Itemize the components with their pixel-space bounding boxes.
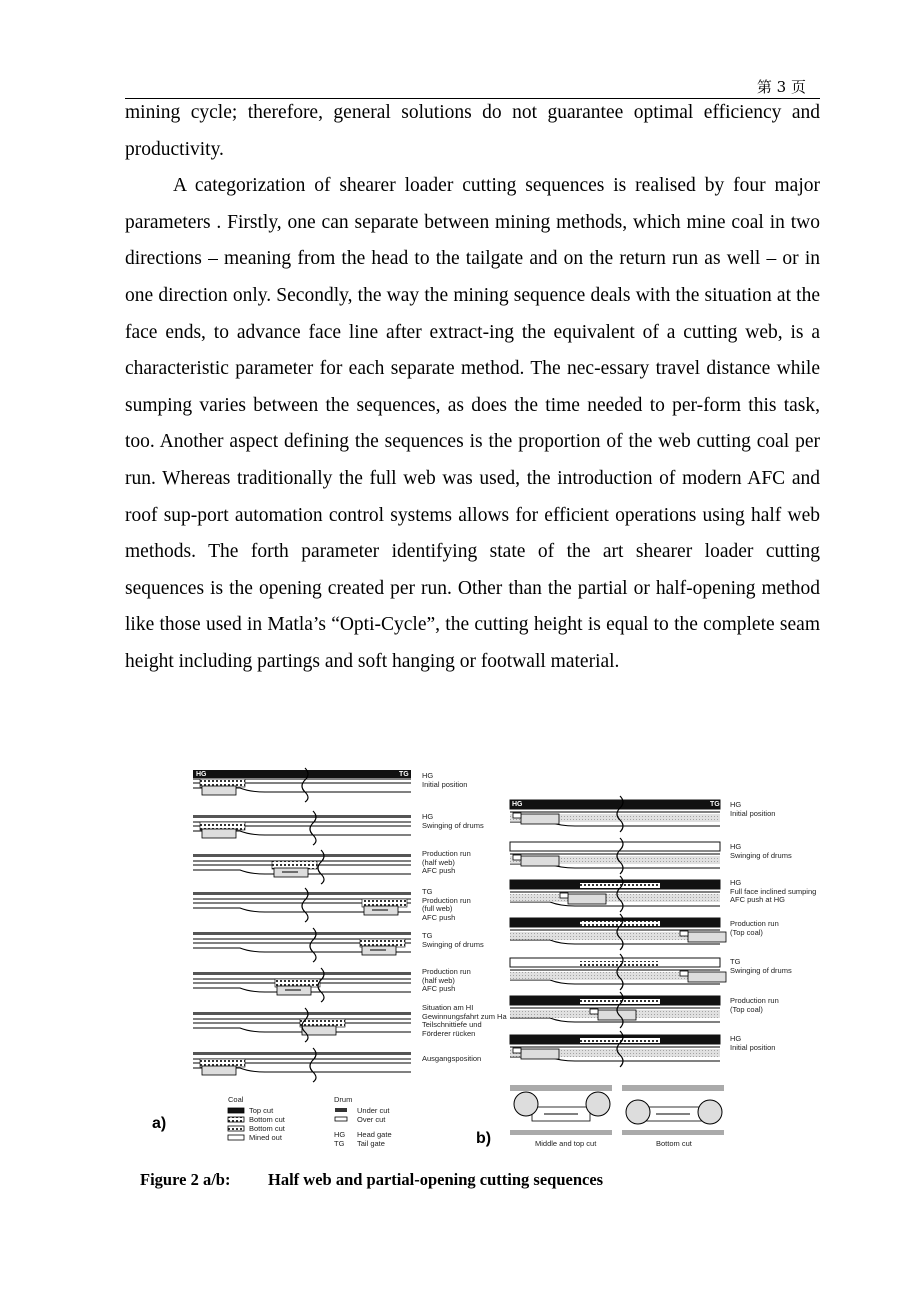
panel-b-stage-label (730, 879, 816, 905)
stage-label-line: HG (422, 771, 434, 780)
stage-label-line: Swinging of drums (422, 820, 484, 830)
panel-a-tag: a) (152, 1115, 167, 1132)
stage-label-line: HG (730, 800, 742, 809)
coal-top (193, 770, 411, 778)
drum (513, 1048, 521, 1053)
paragraph: mining cycle; therefore, general solutions do not guarantee optimal efficiency and productivity. (125, 102, 820, 160)
stage-label-line: Full face inclined sumping (730, 886, 817, 896)
floor-band (622, 1130, 724, 1135)
coal-top (193, 815, 411, 818)
stage-drawing (193, 850, 411, 884)
legend-abbr-value: Tail gate (357, 1139, 385, 1148)
panel-a-legend (228, 1108, 347, 1140)
stage-label-line: HG (730, 878, 742, 887)
coal-top (510, 842, 720, 851)
stage-label-line: Production run (422, 967, 471, 976)
paragraph: A categorization of shearer loader cutting sequences is realised by four major parameters . Firstly, one can separate between mining methods, which mine coal in two directions – meaning from the head to the tailgate and on the return run as well – or in one direction only. Secondly, the way the mining sequence deals with the situation at the face ends, to advance face line after extract-ing the equivalent of a cutting web, is a characteristic parameter for each separate method. The nec-essary travel distance while sumping varies between the sequences, as does the time needed to per-form this task, too. Another aspect defining the sequences is the proportion of the web cutting coal per run. Whereas traditionally the full web was used, the introduction of modern AFC and roof sup-port automation control systems allows for efficient operations using half web methods. The forth parameter identifying state of the art shearer loader cutting sequences is the opening created per run. Other than the partial or half-opening method like those used in Matla’s “Opti-Cycle”, the cutting height is equal to the complete seam height including partings and soft hanging or footwall material. (125, 175, 820, 672)
shearer-body (202, 829, 236, 838)
stage-label-line: AFC push at HG (730, 895, 786, 904)
stage-label-line: AFC push (422, 866, 456, 875)
panel-a-stage-label (422, 813, 484, 830)
stage-label-line: (Top coal) (730, 1004, 763, 1014)
stage-label-line: HG (422, 812, 434, 821)
drum-diagram (622, 1085, 724, 1135)
panel-b-tag: b) (476, 1130, 492, 1147)
stage-drawing (193, 811, 411, 845)
shearer-body (568, 894, 606, 904)
drum (513, 855, 521, 860)
legend-swatch (335, 1117, 347, 1121)
coal-top (193, 972, 411, 975)
stage-label-line: HG (730, 842, 742, 851)
panel-a-stages (193, 768, 411, 1082)
stage-label-line: AFC push (422, 984, 456, 993)
coal-top (193, 892, 411, 895)
stage-label-line: Gewinnungsfahrt zum Ha (422, 1011, 507, 1021)
stage-label-line: Swinging of drums (730, 850, 792, 860)
panel-a-tail-tag: TG (399, 771, 409, 778)
panel-b-stage-label (730, 920, 779, 937)
drum (680, 971, 688, 976)
stage-label-line: Ausgangsposition (422, 1054, 482, 1063)
stage-drawing (510, 914, 726, 950)
panel-b-bottom-label: Bottom cut (656, 1139, 692, 1148)
page-number: 第 3 页 (756, 78, 806, 96)
stage-label-line: Swinging of drums (730, 965, 792, 975)
floor-line (510, 902, 720, 906)
shearer-body (202, 786, 236, 795)
stage-label-line: AFC push (422, 912, 456, 922)
coal-band (510, 894, 720, 902)
panel-a-stage-label (422, 932, 484, 949)
stage-drawing (510, 992, 720, 1028)
stage-drawing (193, 768, 411, 802)
shearer-body (521, 1049, 559, 1059)
legend-abbr-key: HG (334, 1130, 346, 1139)
panel-b-stage-label (730, 1035, 775, 1052)
legend-abbr-value: Head gate (357, 1130, 392, 1139)
panel-b-drums (510, 1085, 724, 1135)
stage-label-line: Initial position (730, 1042, 776, 1052)
coal-top (193, 1052, 411, 1055)
stage-label-line: TG (730, 957, 741, 966)
shearer-body (521, 856, 559, 866)
stage-drawing (510, 876, 720, 912)
legend-coal-item: Top cut (249, 1106, 274, 1115)
stage-label-line: Production run (422, 849, 471, 858)
coal-top (193, 1012, 411, 1015)
roof-band (510, 1085, 612, 1091)
panel-b-stage-label (730, 801, 775, 818)
stage-drawing (193, 888, 411, 922)
panel-b-stages (510, 796, 726, 1067)
legend-swatch (228, 1108, 244, 1113)
drum (680, 931, 688, 936)
stage-drawing (510, 796, 720, 832)
stage-label-line: Initial position (422, 779, 468, 789)
coal-top (193, 932, 411, 935)
legend-drum-item: Under cut (357, 1106, 390, 1115)
stage-label-line: (Top coal) (730, 927, 763, 937)
stage-label-line: TG (422, 887, 433, 896)
panel-a-stage-label (422, 772, 467, 789)
legend-coal-item: Mined out (249, 1133, 282, 1142)
drum (560, 893, 568, 898)
stage-label-line: Teilschnittiefe und (422, 1020, 482, 1029)
drum-diagram (510, 1085, 612, 1135)
stage-drawing (193, 968, 411, 1002)
stage-label-line: TG (422, 931, 433, 940)
shearer-body (521, 814, 559, 824)
stage-drawing (510, 954, 726, 990)
legend-coal-item: Bottom cut (249, 1124, 285, 1133)
panel-b-stage-label (730, 843, 792, 860)
roof-band (622, 1085, 724, 1091)
stage-label-line: Swinging of drums (422, 939, 484, 949)
legend-swatch (228, 1135, 244, 1140)
panel-b-head-tag: HG (512, 801, 523, 808)
stage-label-line: Situation am HI (422, 1003, 474, 1012)
drum (513, 813, 521, 818)
panel-a-stage-label (422, 850, 471, 876)
shearer-body (688, 972, 726, 982)
panel-a-stage-label (422, 888, 471, 922)
panel-b-bottom-label: Middle and top cut (535, 1139, 597, 1148)
legend-drum-item: Over cut (357, 1115, 386, 1124)
floor-band (510, 1130, 612, 1135)
caption-text: Half web and partial-opening cutting sequences (268, 1170, 604, 1189)
panel-b-tail-tag: TG (710, 801, 720, 808)
panel-b-stage-label (730, 997, 779, 1014)
drum (514, 1092, 538, 1116)
stage-drawing (510, 1031, 720, 1067)
coal-top (510, 800, 720, 809)
drum (698, 1100, 722, 1124)
stage-label-line: HG (730, 1034, 742, 1043)
figure-caption (140, 1170, 603, 1190)
panel-a-head-tag: HG (196, 771, 207, 778)
stage-label-line: (half web) (422, 857, 455, 867)
panel-b-stage-label (730, 958, 792, 975)
panel-a-stage-label (422, 968, 471, 994)
legend-coal-item: Bottom cut (249, 1115, 285, 1124)
legend-drum-title: Drum (334, 1095, 353, 1104)
shearer-body (202, 1066, 236, 1075)
legend-swatch (335, 1108, 347, 1112)
stage-drawing (193, 1008, 411, 1042)
stage-label-line: (full web) (422, 904, 453, 913)
coal-top (193, 854, 411, 857)
stage-drawing (193, 1048, 411, 1082)
shearer-body (688, 932, 726, 942)
stage-label-line: Production run (730, 919, 779, 928)
drum (586, 1092, 610, 1116)
legend-coal-title: Coal (228, 1095, 244, 1104)
stage-label-line: (half web) (422, 975, 455, 985)
legend-abbr-key: TG (334, 1139, 345, 1148)
stage-label-line: Production run (422, 895, 471, 905)
stage-label-line: Förderer rücken (422, 1028, 476, 1038)
panel-a-stage-label (422, 1055, 481, 1064)
panel-a-stage-label (422, 1004, 507, 1038)
drum (590, 1009, 598, 1014)
legend-swatch (228, 1126, 244, 1131)
drum (626, 1100, 650, 1124)
stage-drawing (193, 928, 411, 962)
stage-label-line: Production run (730, 996, 779, 1005)
caption-number: Figure 2 a/b: (140, 1170, 231, 1189)
legend-swatch (228, 1117, 244, 1122)
stage-drawing (510, 838, 720, 874)
stage-label-line: Initial position (730, 808, 776, 818)
